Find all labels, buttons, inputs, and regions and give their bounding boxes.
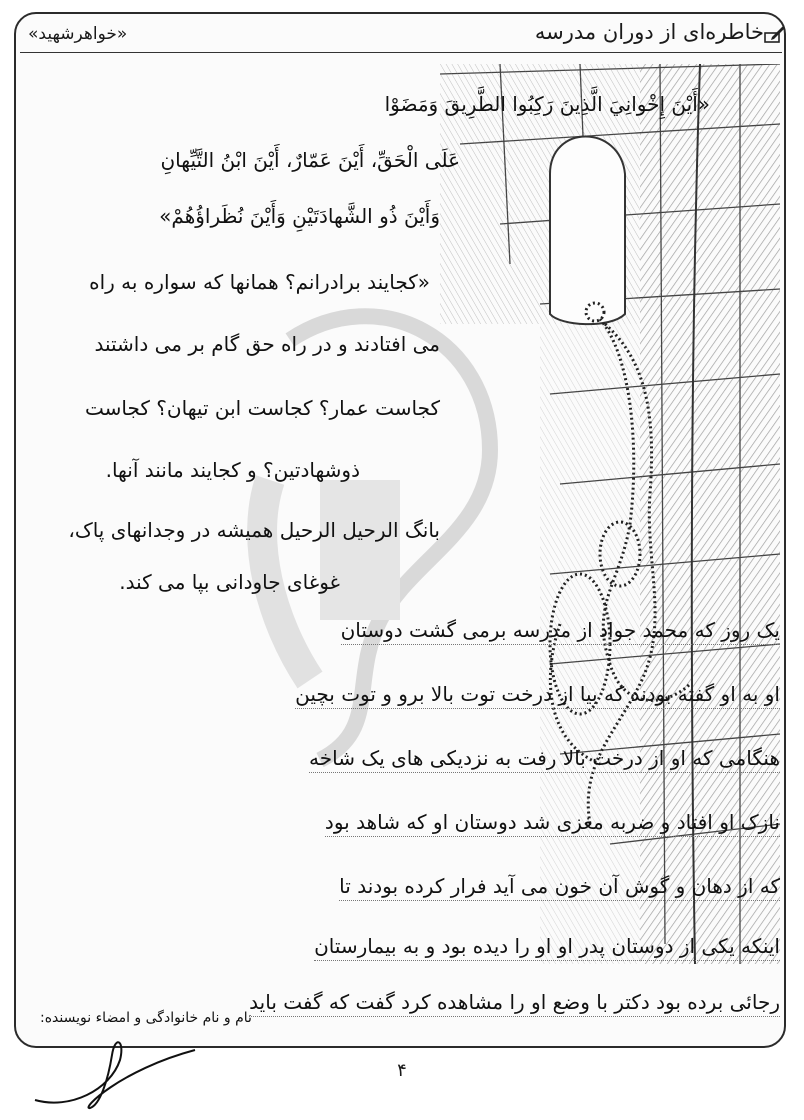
body-line: بانگ الرحیل الرحیل همیشه در وجدانهای پاک،: [68, 518, 440, 542]
header-divider: [20, 52, 782, 53]
pencil-icon: [764, 24, 786, 44]
handwritten-body: [20, 78, 780, 1038]
body-line: وَأَيْنَ ذُو الشَّهادَتَيْنِ وَأَيْنَ نُظَراؤُهُمْ»: [159, 204, 440, 228]
body-line: می افتادند و در راه حق گام بر می داشتند: [94, 332, 440, 356]
body-line: عَلَى الْحَقِّ، أَيْنَ عَمّارٌ، أَيْنَ ابْنُ التَّيِّهانِ: [160, 148, 460, 172]
body-line: ذوشهادتین؟ و کجایند مانند آنها.: [105, 458, 360, 482]
page-number: ۴: [397, 1060, 407, 1081]
body-line: «کجایند برادرانم؟ همانها که سواره به راه: [89, 270, 430, 294]
body-line: یک روز که محمد جواد از مدرسه برمی گشت دوستان: [341, 618, 780, 645]
body-line: اینکه یکی از دوستان پدر او او را دیده بود و به بیمارستان: [314, 934, 780, 961]
body-line: رجائی برده بود دکتر با وضع او را مشاهده کرد گفت که گفت باید: [249, 990, 780, 1017]
body-line: غوغای جاودانی بپا می کند.: [119, 570, 340, 594]
signature-label: نام و نام خانوادگی و امضاء نویسنده:: [40, 1010, 252, 1026]
header-title: خاطره‌ای از دوران مدرسه: [534, 20, 764, 44]
body-line: که از دهان و گوش آن خون می آید فرار کرده بودند تا: [339, 874, 780, 901]
body-line: «أَيْنَ إِخْوانِيَ الَّذِينَ رَكِبُوا الطَّرِيقَ وَمَضَوْا: [384, 92, 710, 116]
body-line: نازک او افتاد و ضربه مغزی شد دوستان او که شاهد بود: [325, 810, 780, 837]
body-line: کجاست عمار؟ کجاست ابن تیهان؟ کجاست: [85, 396, 440, 420]
body-line: هنگامی که او از درخت بالا رفت به نزدیکی های یک شاخه: [309, 746, 780, 773]
body-line: او به او گفته بودند که بیا از درخت توت بالا برو و توت بچین: [295, 682, 780, 709]
header-author: «خواهرشهید»: [28, 24, 128, 44]
